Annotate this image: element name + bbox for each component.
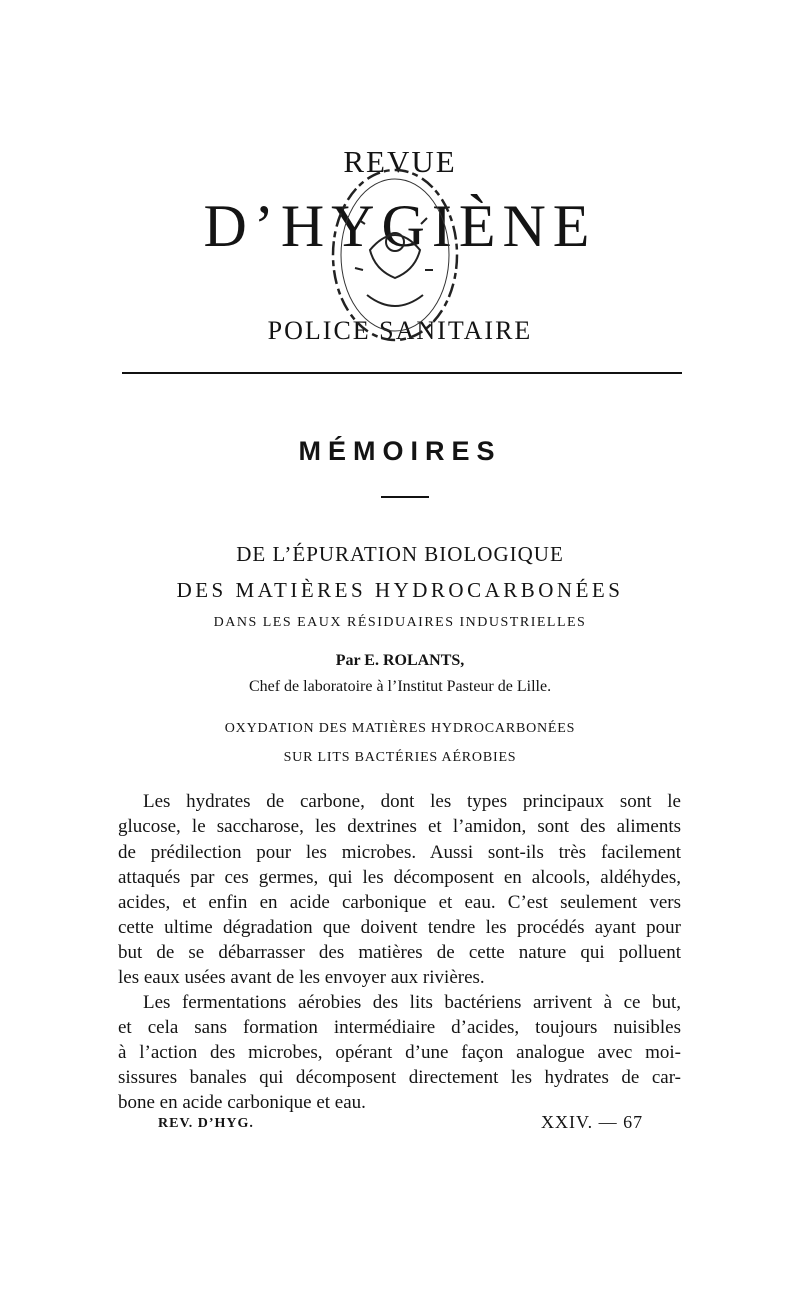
- library-stamp: [315, 150, 475, 360]
- body-line: glucose, le saccharose, les dextrines et l’amidon, sont des aliments: [118, 816, 681, 837]
- masthead-revue: REVUE: [343, 144, 457, 179]
- article-author: Par E. ROLANTS,: [335, 652, 465, 669]
- body-line: bone en acide carbonique et eau.: [118, 1092, 366, 1113]
- body-line: attaqués par ces germes, qui les décomposent en alcools, aldéhydes,: [118, 867, 681, 888]
- body-line: acides, et enfin en acide carbonique et eau. C’est seulement vers: [118, 892, 681, 913]
- body-line: les eaux usées avant de les envoyer aux rivières.: [118, 967, 485, 988]
- article-title-line1: DE L’ÉPURATION BIOLOGIQUE: [236, 542, 564, 566]
- section-heading: MÉMOIRES: [298, 436, 502, 466]
- masthead-police-sanitaire: POLICE SANITAIRE: [267, 316, 533, 345]
- author-affiliation: Chef de laboratoire à l’Institut Pasteur de Lille.: [248, 678, 552, 695]
- body-line: but de se débarrasser des matières de cette nature qui polluent: [118, 942, 681, 963]
- body-line: Les hydrates de carbone, dont les types principaux sont le: [143, 791, 681, 812]
- article-title-line3: DANS LES EAUX RÉSIDUAIRES INDUSTRIELLES: [213, 615, 587, 630]
- article-subtitle-line1: OXYDATION DES MATIÈRES HYDROCARBONÉES: [224, 721, 576, 736]
- body-line: Les fermentations aérobies des lits bactériens arrivent à ce but,: [143, 992, 681, 1013]
- masthead-hygiene: D’HYGIÈNE: [203, 193, 597, 259]
- body-line: cette ultime dégradation que doivent tendre les procédés ayant pour: [118, 917, 681, 938]
- body-line: et cela sans formation intermédiaire d’acides, toujours nuisibles: [118, 1017, 681, 1038]
- masthead-divider: [122, 372, 682, 374]
- article-title-line2: DES MATIÈRES HYDROCARBONÉES: [176, 578, 624, 602]
- body-line: sissures banales qui décomposent directement les hydrates de car-: [118, 1067, 681, 1088]
- footer-volume-page: XXIV. — 67: [541, 1112, 644, 1132]
- article-subtitle-line2: SUR LITS BACTÉRIES AÉROBIES: [283, 750, 517, 765]
- body-line: à l’action des microbes, opérant d’une façon analogue avec moi-: [118, 1042, 681, 1063]
- footer-journal-abbrev: REV. D’HYG.: [158, 1116, 254, 1131]
- heading-divider: [381, 496, 429, 498]
- body-line: de prédilection pour les microbes. Aussi sont-ils très facilement: [118, 842, 681, 863]
